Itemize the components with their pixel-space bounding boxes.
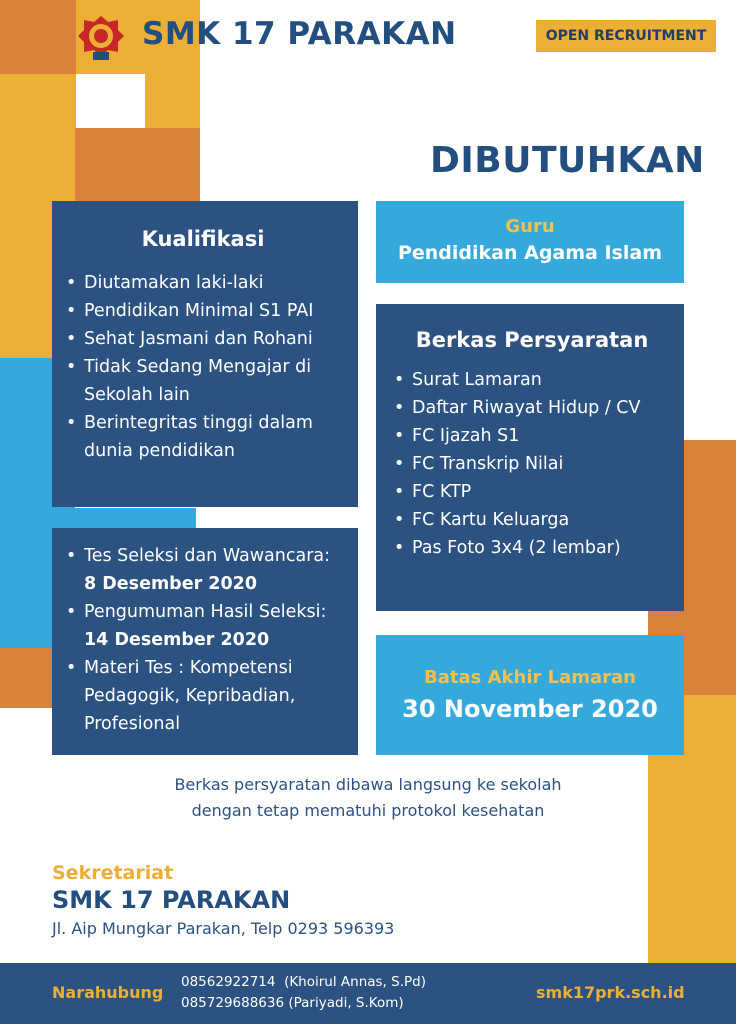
jadwal-label: Tes Seleksi dan Wawancara:: [84, 546, 331, 566]
deadline-label: Batas Akhir Lamaran: [424, 667, 636, 688]
berkas-list: [390, 366, 674, 562]
sekretariat-address: Jl. Aip Mungkar Parakan, Telp 0293 596393: [52, 919, 395, 938]
deco-block: [0, 0, 76, 74]
berkas-card: [376, 304, 684, 611]
jadwal-card: [52, 528, 358, 755]
list-item: • FC Kartu Keluarga: [390, 506, 674, 534]
role-sub: Guru: [505, 216, 555, 237]
list-item: [62, 542, 348, 598]
contact-phone: 08562922714 (Khoirul Annas, S.Pd): [181, 974, 426, 990]
role-card: [376, 201, 684, 283]
list-item: • Berintegritas tinggi dalam dunia pendidikan: [62, 409, 344, 465]
list-item: [62, 654, 348, 738]
list-item: • FC KTP: [390, 478, 674, 506]
open-recruitment-badge: OPEN RECRUITMENT: [536, 20, 716, 52]
list-item: • FC Transkrip Nilai: [390, 450, 674, 478]
list-item: • Surat Lamaran: [390, 366, 674, 394]
contact-phone: 085729688636 (Pariyadi, S.Kom): [181, 995, 404, 1011]
footer-bar: [0, 963, 736, 1024]
deco-block: [75, 128, 200, 202]
deco-block: [52, 508, 196, 528]
school-title: SMK 17 PARAKAN: [142, 16, 457, 52]
deadline-date: 30 November 2020: [402, 695, 658, 723]
list-item: • Diutamakan laki-laki: [62, 269, 344, 297]
jadwal-date: 14 Desember 2020: [84, 630, 270, 650]
deco-block: [0, 74, 76, 128]
list-item: • Pas Foto 3x4 (2 lembar): [390, 534, 674, 562]
deco-block: [145, 74, 200, 128]
role-main: Pendidikan Agama Islam: [397, 242, 663, 264]
contact-list: [181, 972, 426, 1014]
jadwal-date: 8 Desember 2020: [84, 574, 258, 594]
sekretariat-label: Sekretariat: [52, 862, 174, 884]
submission-note: [100, 772, 636, 824]
deadline-card: [376, 635, 684, 755]
sekretariat-name: SMK 17 PARAKAN: [52, 886, 291, 914]
jadwal-label: Pengumuman Hasil Seleksi:: [84, 602, 327, 622]
website-link[interactable]: smk17prk.sch.id: [536, 983, 685, 1002]
kualifikasi-list: [62, 269, 344, 465]
headline: DIBUTUHKAN: [430, 140, 705, 181]
berkas-title: Berkas Persyaratan: [415, 328, 649, 352]
list-item: • Tidak Sedang Mengajar di Sekolah lain: [62, 353, 344, 409]
list-item: • Daftar Riwayat Hidup / CV: [390, 394, 674, 422]
school-crest-icon: [78, 14, 124, 62]
jadwal-list: [62, 542, 348, 738]
note-line: Berkas persyaratan dibawa langsung ke sekolah: [174, 775, 562, 794]
jadwal-label: Materi Tes : Kompetensi Pedagogik, Kepribadian, Profesional: [84, 658, 296, 734]
note-line: dengan tetap mematuhi protokol kesehatan: [191, 801, 545, 820]
kualifikasi-title: Kualifikasi: [141, 227, 265, 251]
list-item: • FC Ijazah S1: [390, 422, 674, 450]
list-item: • Pendidikan Minimal S1 PAI: [62, 297, 344, 325]
narahubung-label: Narahubung: [52, 983, 164, 1002]
kualifikasi-card: [52, 201, 358, 507]
list-item: [62, 598, 348, 654]
deco-block: [0, 648, 52, 708]
list-item: • Sehat Jasmani dan Rohani: [62, 325, 344, 353]
